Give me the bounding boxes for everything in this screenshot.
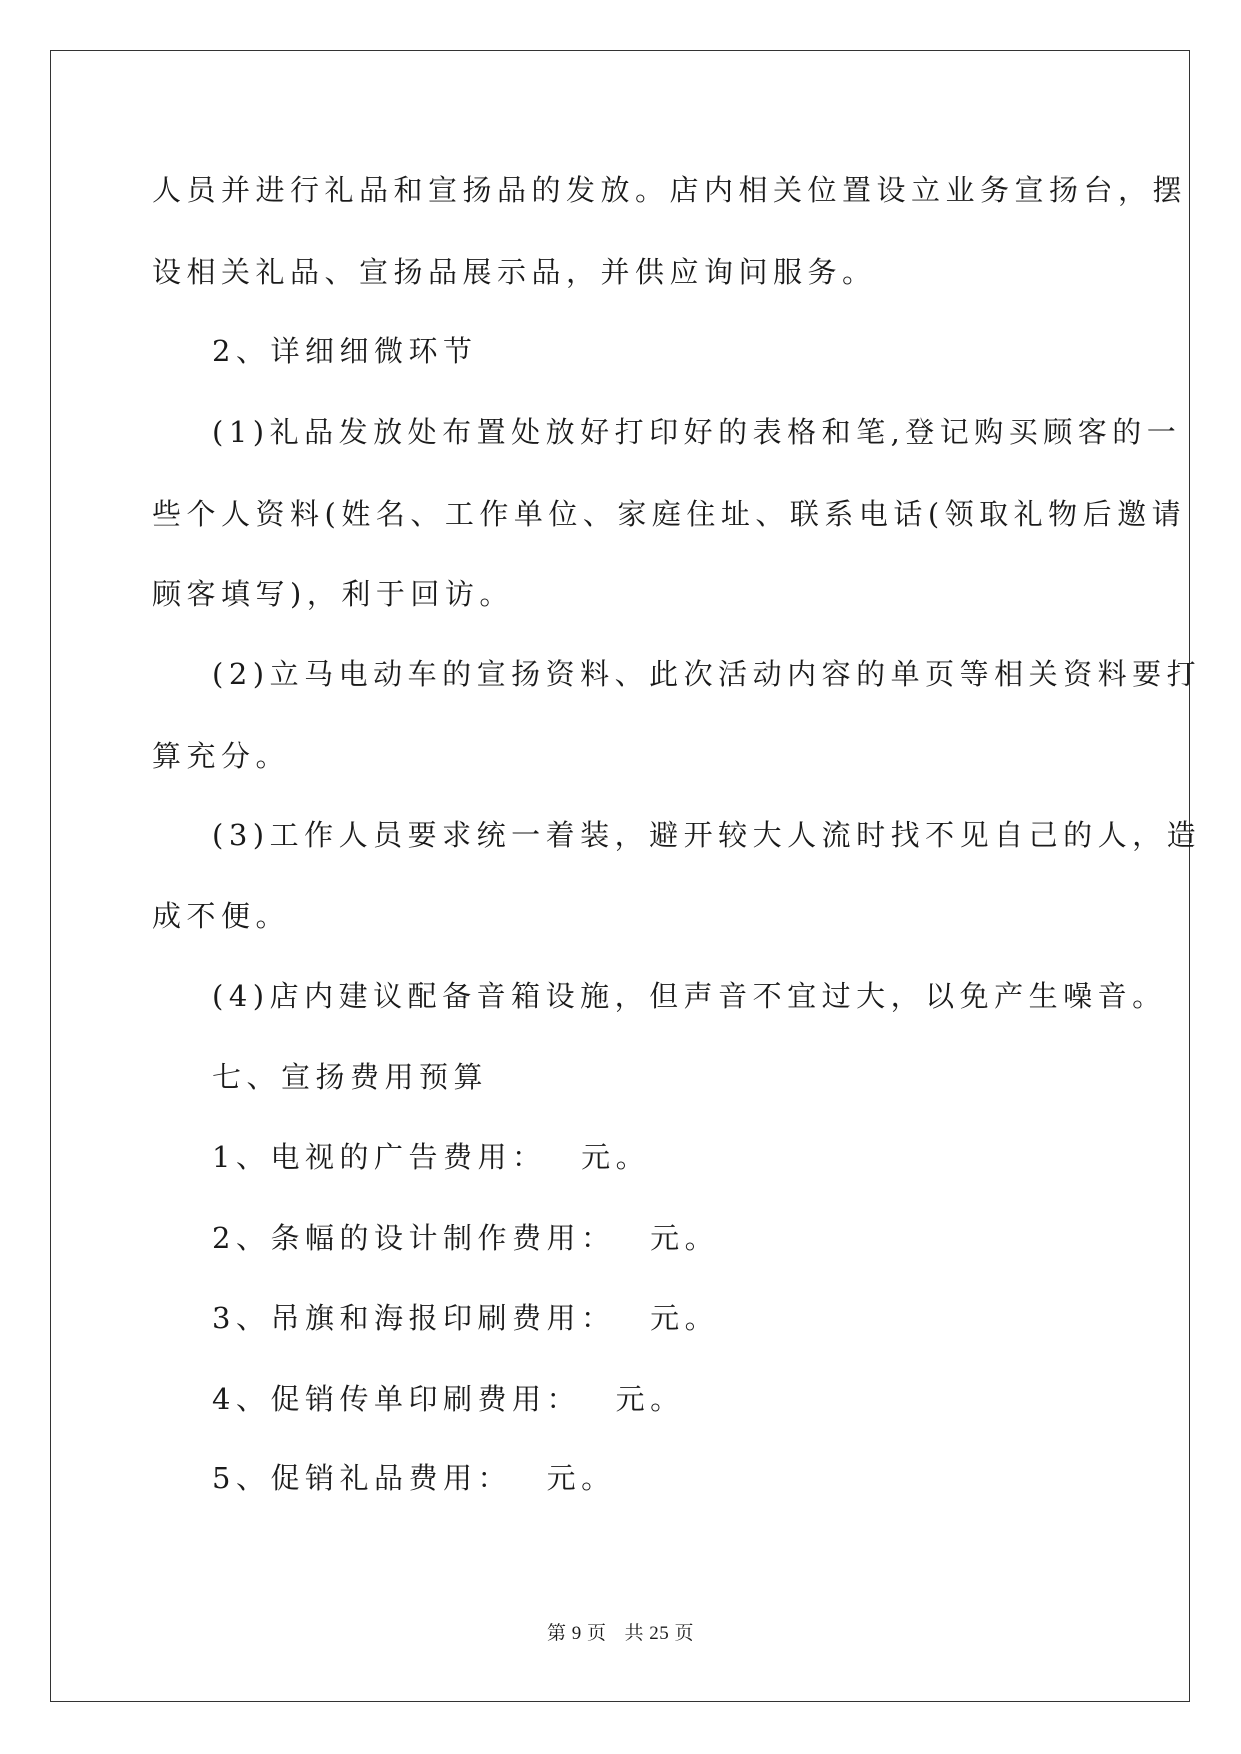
body-line-item-1-cont-1: 些个人资料(姓名、工作单位、家庭住址、联系电话(领取礼物后邀请	[152, 497, 1187, 531]
budget-item-1: 1、电视的广告费用： 元。	[212, 1140, 651, 1174]
body-line-2: 设相关礼品、宣扬品展示品，并供应询问服务。	[152, 255, 877, 289]
budget-item-4: 4、促销传单印刷费用： 元。	[212, 1382, 685, 1416]
budget-item-5: 5、促销礼品费用： 元。	[212, 1461, 616, 1495]
page-footer	[0, 1622, 1241, 1646]
section-heading-budget: 七、宣扬费用预算	[212, 1060, 489, 1094]
budget-item-2: 2、条幅的设计制作费用： 元。	[212, 1221, 720, 1255]
page-border	[50, 50, 1190, 1702]
body-line-item-1: (1)礼品发放处布置处放好打印好的表格和笔,登记购买顾客的一	[212, 415, 1182, 449]
body-line-item-2-cont: 算充分。	[152, 739, 291, 773]
body-line-item-3: (3)工作人员要求统一着装，避开较大人流时找不见自己的人，造	[212, 818, 1202, 852]
page-total: 共 25 页	[624, 1623, 695, 1644]
body-line-item-2: (2)立马电动车的宣扬资料、此次活动内容的单页等相关资料要打	[212, 657, 1202, 691]
body-line-item-4: (4)店内建议配备音箱设施，但声音不宜过大，以免产生噪音。	[212, 979, 1167, 1013]
body-line-item-3-cont: 成不便。	[152, 899, 291, 933]
page-number: 第 9 页	[546, 1623, 607, 1644]
budget-item-3: 3、吊旗和海报印刷费用： 元。	[212, 1301, 720, 1335]
body-line-1: 人员并进行礼品和宣扬品的发放。店内相关位置设立业务宣扬台，摆	[152, 173, 1188, 207]
section-heading-detail: 2、详细细微环节	[212, 334, 478, 368]
body-line-item-1-cont-2: 顾客填写)，利于回访。	[152, 577, 514, 611]
